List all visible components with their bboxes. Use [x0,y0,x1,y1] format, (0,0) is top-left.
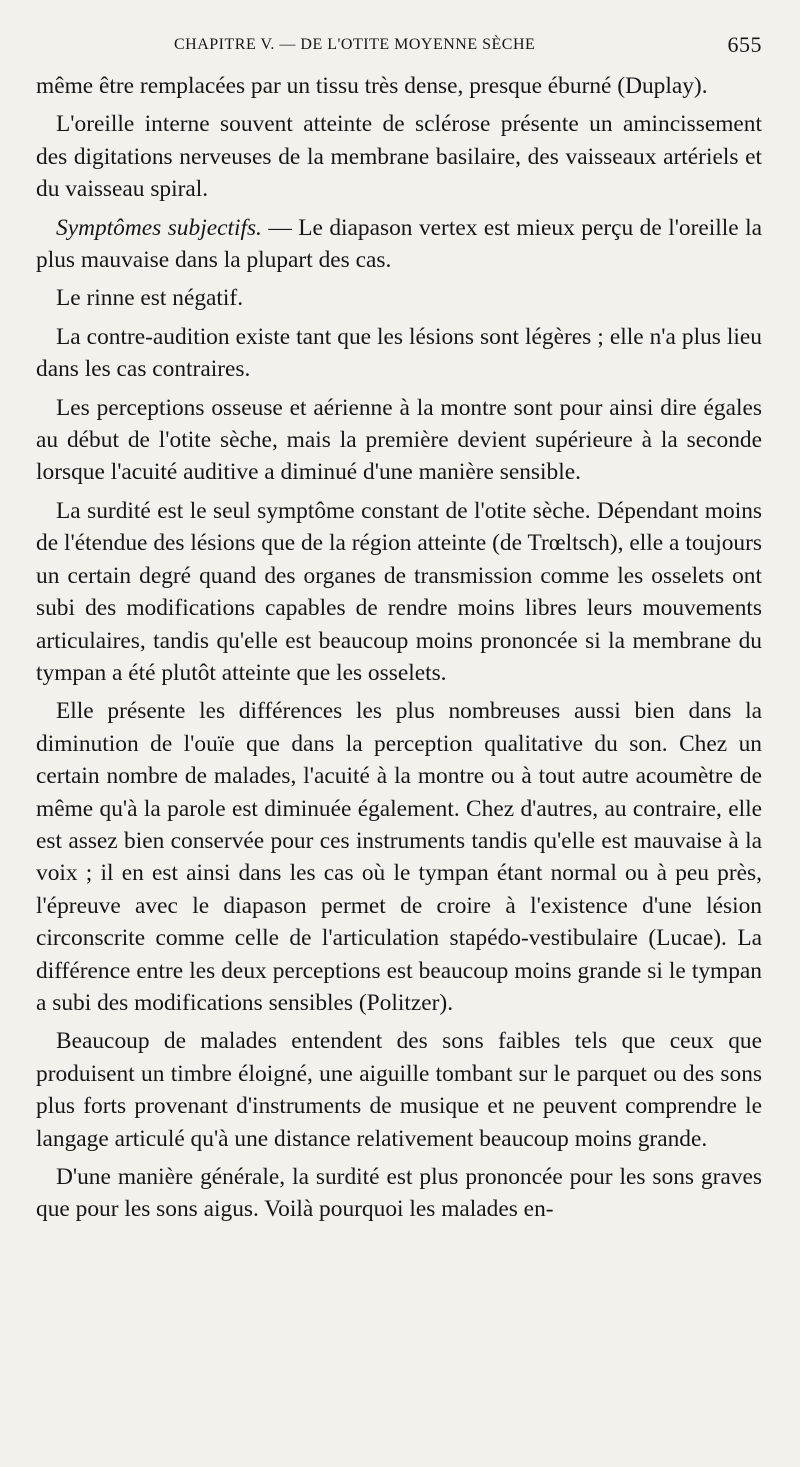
paragraph-text: La surdité est le seul symptôme constant de l'otite sèche. Dépendant moins de l'étendue des lésions que de la région atteinte (de Trœltsch), elle a toujours un certain degré quand des organes de transmission comme les osselets ont subi des modifications capables de rendre moins libres leurs mouvements articulaires, tandis qu'elle est beaucoup moins prononcée si la membrane du tympan a été plutôt atteinte que les osselets. [36,497,762,686]
paragraph-text: L'oreille interne souvent atteinte de sclérose présente un amincissement des digitations nerveuses de la membrane basilaire, des vaisseaux artériels et du vaisseau spiral. [36,111,762,203]
paragraph [36,282,762,314]
section-heading: Symptômes subjectifs. [56,214,262,241]
body-text [36,70,762,1226]
chapter-title: CHAPITRE V. — DE L'OTITE MOYENNE SÈCHE [174,36,536,53]
paragraph-text: Elle présente les différences les plus nombreuses aussi bien dans la diminution de l'ouïe que dans la perception qualitative du son. Chez un certain nombre de malades, l'acuité à la montre ou à tout autre acoumètre de même qu'à la parole est diminuée également. Chez d'autres, au contraire, elle est assez bien conservée pour ces instruments tandis qu'elle est mauvaise à la voix ; il en est ainsi dans les cas où le tympan étant normal ou à peu près, l'épreuve avec le diapason permet de croire à l'existence d'une lésion circonscrite comme celle de l'articulation stapédo-vestibulaire (Lucae). La différence entre les deux perceptions est beaucoup moins grande si le tympan a subi des modifications sensibles (Politzer). [36,698,762,1016]
page-number: 655 [727,32,762,57]
paragraph-text: Les perceptions osseuse et aérienne à la montre sont pour ainsi dire égales au début de l'otite sèche, mais la première devient supérieure à la seconde lorsque l'acuité auditive a diminué d'une manière sensible. [36,394,762,486]
paragraph-text: La contre-audition existe tant que les lésions sont légères ; elle n'a plus lieu dans les cas contraires. [36,323,762,383]
paragraph-text: même être remplacées par un tissu très dense, presque éburné (Duplay). [36,73,708,99]
paragraph-text: D'une manière générale, la surdité est plus prononcée pour les sons graves que pour les sons aigus. Voilà pourquoi les malades en- [36,1164,762,1223]
paragraph-text: Beaucoup de malades entendent des sons faibles tels que ceux que produisent un timbre éloigné, une aiguille tombant sur le parquet ou des sons plus forts provenant d'instruments de musique et ne peuvent comprendre le langage articulé qu'à une distance relativement beaucoup moins grande. [36,1028,762,1152]
paragraph [36,108,762,205]
paragraph-text: Le rinne est négatif. [56,285,244,312]
paragraph [36,212,762,277]
paragraph [36,321,762,386]
running-header [36,32,762,58]
paragraph [36,392,762,489]
paragraph [36,70,762,102]
paragraph [36,695,762,1019]
paragraph [36,1025,762,1155]
paragraph [36,1161,762,1226]
paragraph-text: — Le diapason vertex est mieux perçu de l'oreille la plus mauvaise dans la plupart des cas. [36,214,762,274]
paragraph [36,495,762,689]
